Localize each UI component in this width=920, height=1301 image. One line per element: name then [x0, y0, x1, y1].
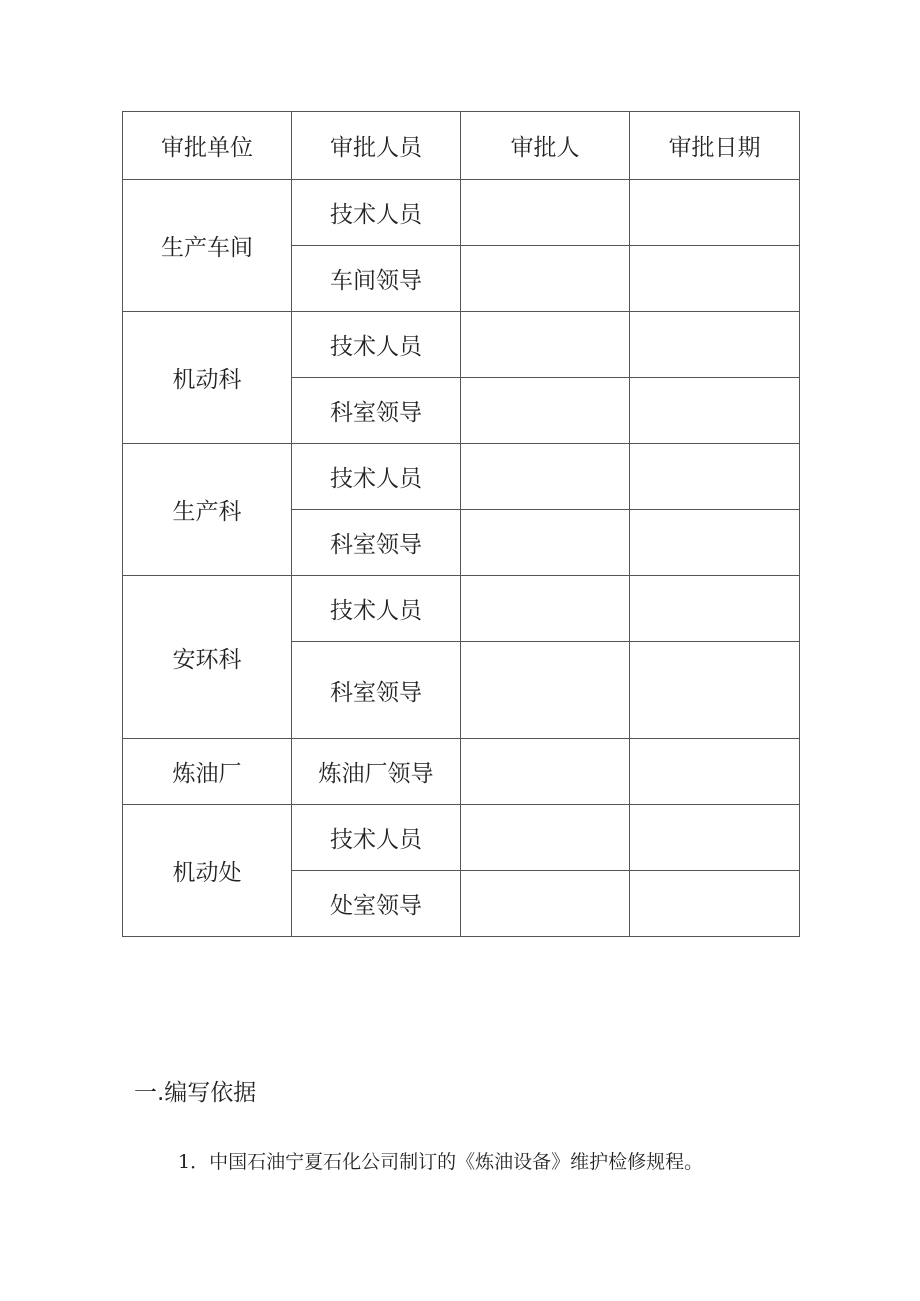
date-cell[interactable]	[630, 642, 800, 739]
personnel-cell: 处室领导	[292, 871, 461, 937]
personnel-cell: 科室领导	[292, 642, 461, 739]
approver-cell[interactable]	[461, 246, 630, 312]
table-header-row	[123, 112, 800, 180]
approver-cell[interactable]	[461, 312, 630, 378]
approver-cell[interactable]	[461, 378, 630, 444]
table-row	[123, 739, 800, 805]
unit-cell: 机动处	[123, 805, 292, 937]
date-cell[interactable]	[630, 312, 800, 378]
unit-cell: 生产科	[123, 444, 292, 576]
table-row	[123, 444, 800, 510]
personnel-cell: 技术人员	[292, 312, 461, 378]
table-row	[123, 180, 800, 246]
approver-cell[interactable]	[461, 180, 630, 246]
date-cell[interactable]	[630, 510, 800, 576]
personnel-cell: 技术人员	[292, 180, 461, 246]
personnel-cell: 技术人员	[292, 444, 461, 510]
header-approval-personnel: 审批人员	[292, 112, 461, 180]
approver-cell[interactable]	[461, 576, 630, 642]
approver-cell[interactable]	[461, 805, 630, 871]
approver-cell[interactable]	[461, 871, 630, 937]
date-cell[interactable]	[630, 246, 800, 312]
table-row	[123, 312, 800, 378]
unit-cell: 安环科	[123, 576, 292, 739]
unit-cell: 炼油厂	[123, 739, 292, 805]
personnel-cell: 技术人员	[292, 576, 461, 642]
personnel-cell: 车间领导	[292, 246, 461, 312]
personnel-cell: 科室领导	[292, 378, 461, 444]
approver-cell[interactable]	[461, 510, 630, 576]
approver-cell[interactable]	[461, 444, 630, 510]
personnel-cell: 科室领导	[292, 510, 461, 576]
approver-cell[interactable]	[461, 642, 630, 739]
header-approver: 审批人	[461, 112, 630, 180]
header-approval-date: 审批日期	[630, 112, 800, 180]
unit-cell: 生产车间	[123, 180, 292, 312]
table-row	[123, 805, 800, 871]
table-row	[123, 576, 800, 642]
section-heading: 一.编写依据	[134, 1080, 257, 1106]
date-cell[interactable]	[630, 871, 800, 937]
personnel-cell: 炼油厂领导	[292, 739, 461, 805]
date-cell[interactable]	[630, 805, 800, 871]
date-cell[interactable]	[630, 378, 800, 444]
header-approval-unit: 审批单位	[123, 112, 292, 180]
date-cell[interactable]	[630, 576, 800, 642]
section-item: 1．中国石油宁夏石化公司制订的《炼油设备》维护检修规程。	[178, 1151, 704, 1173]
date-cell[interactable]	[630, 180, 800, 246]
unit-cell: 机动科	[123, 312, 292, 444]
date-cell[interactable]	[630, 739, 800, 805]
personnel-cell: 技术人员	[292, 805, 461, 871]
approval-table	[122, 111, 800, 937]
approver-cell[interactable]	[461, 739, 630, 805]
date-cell[interactable]	[630, 444, 800, 510]
